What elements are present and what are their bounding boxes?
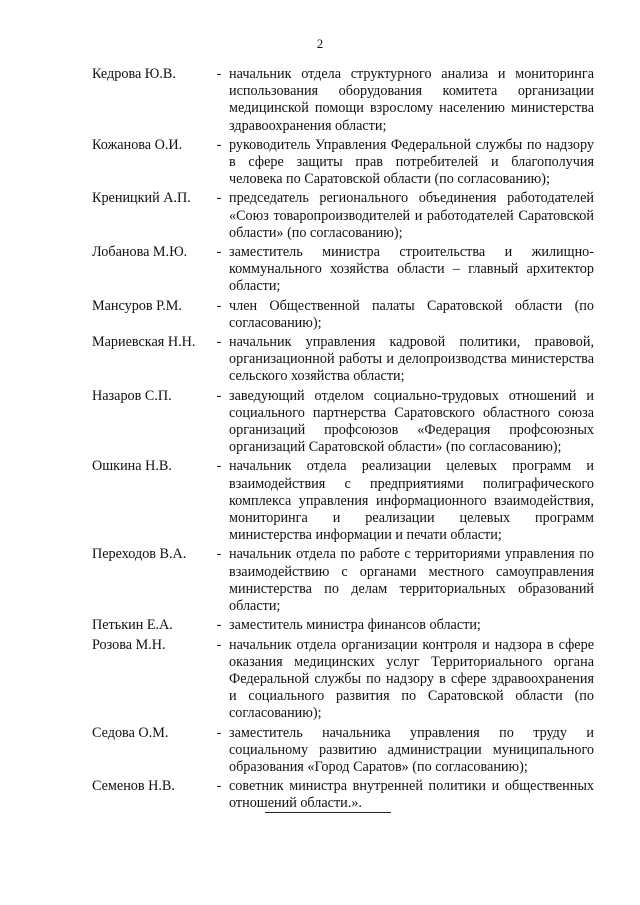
- list-item: [92, 298, 594, 332]
- member-name: Переходов В.А.: [92, 546, 187, 563]
- member-position: председатель регионального объединения работодателей «Союз товаропроизводителей и работодателей Саратовской области» (по согласованию);: [229, 190, 594, 241]
- list-item: [92, 725, 594, 777]
- member-name: Седова О.М.: [92, 724, 169, 741]
- dash-separator: -: [216, 458, 222, 475]
- page-number: 2: [316, 36, 324, 51]
- list-item: [92, 190, 594, 242]
- dash-separator: -: [216, 778, 222, 795]
- dash-separator: -: [216, 387, 222, 404]
- dash-separator: -: [216, 546, 222, 563]
- dash-separator: -: [216, 190, 222, 207]
- dash-separator: -: [216, 724, 222, 741]
- dash-separator: -: [216, 297, 222, 314]
- list-item: [92, 637, 594, 723]
- member-position: руководитель Управления Федеральной службы по надзору в сфере защиты прав потребителей и благополучия человека по Саратовской области (по согласованию);: [229, 136, 594, 188]
- member-position: начальник отдела организации контроля и надзора в сфере оказания медицинских услуг Территориального органа Федеральной службы по надзору в сфере здравоохранения и социального развития по Саратовской области (по согласованию);: [229, 636, 594, 722]
- list-item: [92, 546, 594, 615]
- member-name: Петькин Е.А.: [92, 617, 173, 634]
- member-name: Семенов Н.В.: [92, 778, 175, 795]
- member-name: Розова М.Н.: [92, 636, 166, 653]
- member-name: Креницкий А.П.: [92, 190, 191, 207]
- member-name: Мансуров Р.М.: [92, 297, 182, 314]
- list-item: [92, 458, 594, 544]
- dash-separator: -: [216, 66, 222, 82]
- dash-separator: -: [216, 636, 222, 653]
- footer-rule: [265, 812, 391, 813]
- member-name: Лобанова М.Ю.: [92, 244, 188, 261]
- member-position: начальник отдела структурного анализа и мониторинга использования оборудования комитета организации медицинской помощи взрослому населению министерства здравоохранения области;: [229, 66, 594, 134]
- list-item: [92, 66, 594, 135]
- list-item: [92, 137, 594, 189]
- member-name: Ошкина Н.В.: [92, 458, 172, 475]
- list-item: [92, 617, 594, 634]
- member-position: советник министра внутренней политики и общественных отношений области.».: [229, 778, 594, 812]
- member-position: заместитель министра финансов области;: [229, 617, 481, 634]
- dash-separator: -: [216, 136, 222, 153]
- list-item: [92, 778, 594, 812]
- member-position: заместитель начальника управления по труду и социальному развитию администрации муниципального образования «Город Саратов» (по согласованию);: [229, 724, 594, 775]
- member-name: Кожанова О.И.: [92, 136, 183, 153]
- member-position: член Общественной палаты Саратовской области (по согласованию);: [229, 297, 594, 331]
- member-name: Кедрова Ю.В.: [92, 66, 176, 82]
- list-item: [92, 334, 594, 386]
- list-item: [92, 388, 594, 457]
- list-item: [92, 244, 594, 296]
- member-name: Мариевская Н.Н.: [92, 334, 196, 351]
- member-name: Назаров С.П.: [92, 387, 172, 404]
- member-position: начальник отдела реализации целевых программ и взаимодействия с предприятиями полиграфического комплекса управления информационного взаимодействия, мониторинга и реализации целевых программ министерства информации и печати области;: [229, 458, 594, 544]
- member-list: [92, 66, 594, 815]
- member-position: начальник управления кадровой политики, правовой, организационной работы и делопроизводства министерства сельского хозяйства области;: [229, 334, 594, 385]
- dash-separator: -: [216, 334, 222, 351]
- dash-separator: -: [216, 617, 222, 634]
- dash-separator: -: [216, 244, 222, 261]
- member-position: начальник отдела по работе с территориями управления по взаимодействию с органами местного самоуправления министерства по делам территориальных образований области;: [229, 546, 594, 615]
- member-position: заведующий отделом социально-трудовых отношений и социального партнерства Саратовского областного союза организаций профсоюзов «Федерация профсоюзных организаций Саратовской области» (по согласованию);: [229, 387, 594, 456]
- member-position: заместитель министра строительства и жилищно-коммунального хозяйства области – главный архитектор области;: [229, 244, 594, 295]
